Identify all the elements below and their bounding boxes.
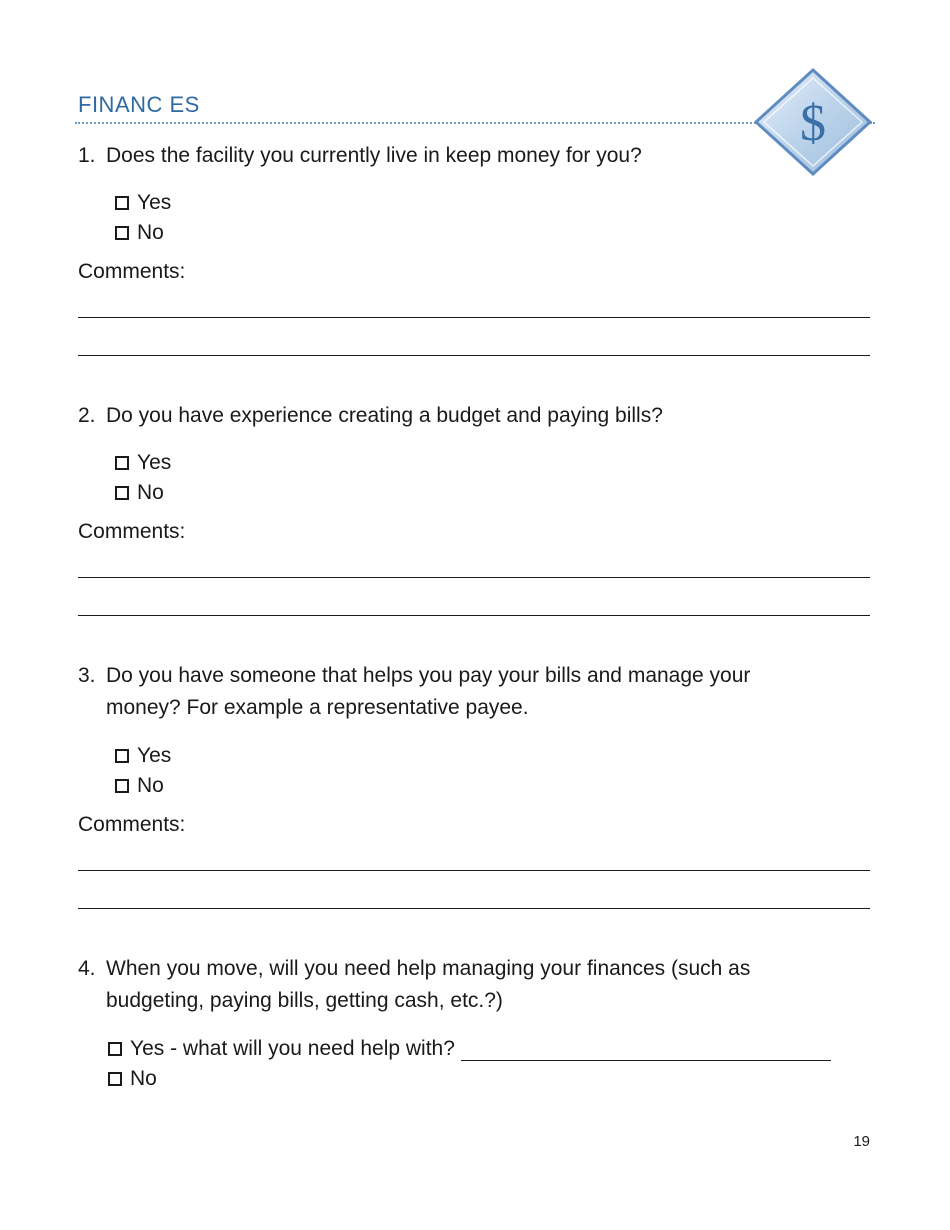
checkbox[interactable] — [115, 196, 129, 210]
option-label: No — [130, 1067, 157, 1090]
question-3 — [78, 660, 878, 724]
checkbox[interactable] — [115, 749, 129, 763]
checkbox[interactable] — [115, 779, 129, 793]
comments-label-q1: Comments: — [78, 260, 186, 283]
question-text: Does the facility you currently live in keep money for you? — [106, 144, 642, 167]
question-1 — [78, 140, 878, 172]
comment-line-q1-1[interactable] — [78, 317, 870, 318]
question-text: Do you have someone that helps you pay your bills and manage your money? For example a representative payee. — [106, 664, 751, 719]
option-yes-q1[interactable] — [115, 188, 171, 218]
question-2 — [78, 400, 878, 432]
page-number: 19 — [853, 1133, 870, 1150]
question-text: When you move, will you need help managing your finances (such as budgeting, paying bills, getting cash, etc.?) — [106, 957, 751, 1012]
comment-line-q2-1[interactable] — [78, 577, 870, 578]
option-no-q4[interactable] — [108, 1064, 157, 1094]
comment-line-q3-1[interactable] — [78, 870, 870, 871]
question-number: 3. — [78, 664, 96, 687]
option-yes-q2[interactable] — [115, 448, 171, 478]
question-text: Do you have experience creating a budget and paying bills? — [106, 404, 663, 427]
question-4 — [78, 953, 878, 1017]
comment-line-q3-2[interactable] — [78, 908, 870, 909]
option-label: Yes — [137, 191, 172, 214]
checkbox[interactable] — [108, 1042, 122, 1056]
option-no-q1[interactable] — [115, 218, 164, 248]
option-label: Yes — [137, 744, 172, 767]
option-no-q3[interactable] — [115, 771, 164, 801]
option-yes-q3[interactable] — [115, 741, 171, 771]
option-label: Yes - what will you need help with? — [130, 1037, 455, 1060]
checkbox[interactable] — [115, 226, 129, 240]
option-no-q2[interactable] — [115, 478, 164, 508]
question-number: 4. — [78, 957, 96, 980]
checkbox[interactable] — [115, 456, 129, 470]
dollar-glyph: $ — [800, 95, 826, 152]
option-label: No — [137, 221, 164, 244]
comment-line-q2-2[interactable] — [78, 615, 870, 616]
option-label: No — [137, 774, 164, 797]
checkbox[interactable] — [115, 486, 129, 500]
comment-line-q1-2[interactable] — [78, 355, 870, 356]
help-with-input[interactable] — [461, 1038, 831, 1061]
option-label: Yes — [137, 451, 172, 474]
question-number: 1. — [78, 144, 96, 167]
option-yes-q4[interactable] — [108, 1034, 831, 1064]
comments-label-q2: Comments: — [78, 520, 186, 543]
page-title: FINANC ES — [78, 92, 200, 117]
comments-label-q3: Comments: — [78, 813, 186, 836]
question-number: 2. — [78, 404, 96, 427]
checkbox[interactable] — [108, 1072, 122, 1086]
option-label: No — [137, 481, 164, 504]
